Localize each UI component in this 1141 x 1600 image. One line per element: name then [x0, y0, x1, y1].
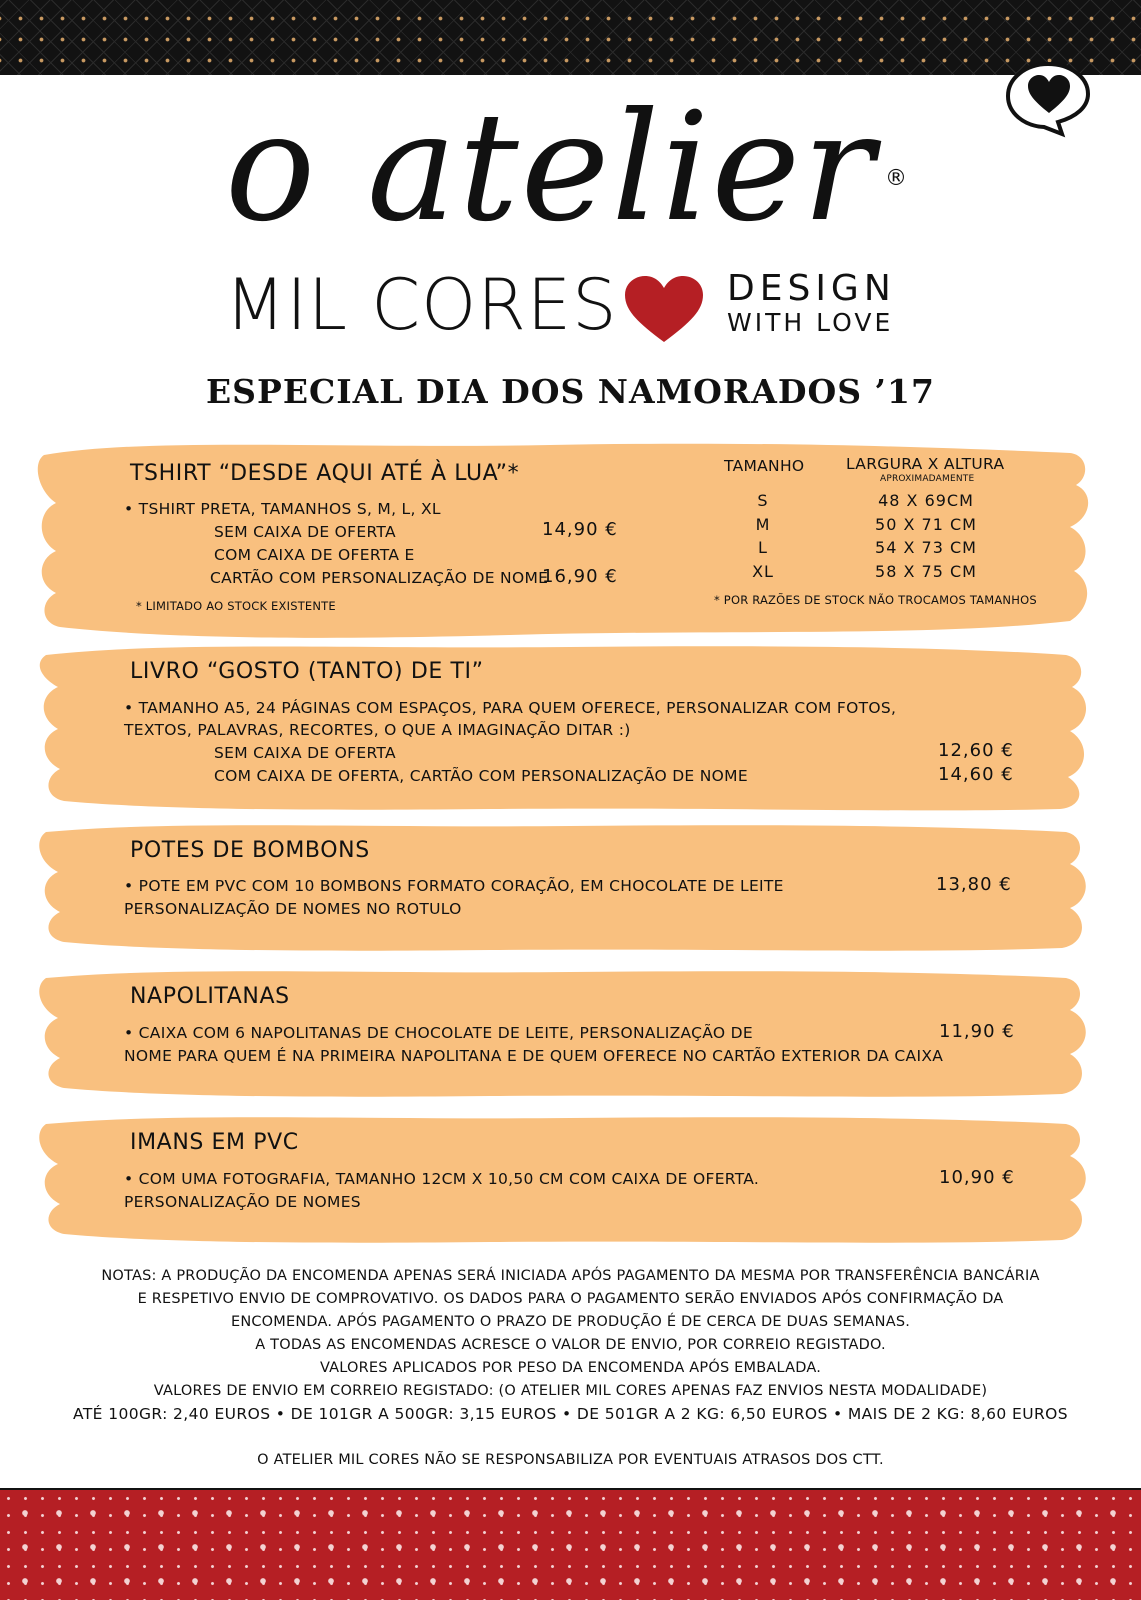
size-table-header-size: TAMANHO — [724, 457, 805, 475]
size-table-dims: 50 X 71 CM — [875, 515, 977, 534]
panel-content — [30, 441, 1111, 641]
product-title: NAPOLITANAS — [130, 984, 290, 1009]
notes-line: VALORES DE ENVIO EM CORREIO REGISTADO: (O ATELIER MIL CORES APENAS FAZ ENVIOS NESTA MODALIDADE) — [153, 1383, 988, 1399]
size-table-dims: 48 X 69CM — [878, 491, 974, 510]
notes-line: E RESPETIVO ENVIO DE COMPROVATIVO. OS DADOS PARA O PAGAMENTO SERÃO ENVIADOS APÓS CONFIRMAÇÃO DA — [137, 1291, 1004, 1307]
page-title: ESPECIAL DIA DOS NAMORADOS ’17 — [206, 372, 935, 411]
size-table-size: XL — [752, 562, 774, 581]
product-title: LIVRO “GOSTO (TANTO) DE TI” — [130, 659, 484, 684]
panel-content — [30, 643, 1111, 811]
order-notes — [0, 1265, 1141, 1426]
product-desc: • COM UMA FOTOGRAFIA, TAMANHO 12CM X 10,50 CM COM CAIXA DE OFERTA. — [124, 1170, 760, 1188]
product-desc: • TAMANHO A5, 24 PÁGINAS COM ESPAÇOS, PARA QUEM OFERECE, PERSONALIZAR COM FOTOS, — [124, 699, 897, 717]
shipping-rates-line: ATÉ 100GR: 2,40 EUROS • DE 101GR A 500GR: 3,15 EUROS • DE 501GR A 2 KG: 6,50 EUROS • MAIS DE 2 KG: 8,60 EUROS — [73, 1405, 1068, 1423]
option-label: SEM CAIXA DE OFERTA — [214, 523, 396, 541]
top-pattern-band — [0, 0, 1141, 75]
option-label: COM CAIXA DE OFERTA, CARTÃO COM PERSONALIZAÇÃO DE NOME — [214, 767, 748, 785]
option-label: COM CAIXA DE OFERTA E — [214, 546, 415, 564]
product-panel-potes — [30, 822, 1111, 952]
brand-logo-script — [225, 78, 925, 268]
option-label: CARTÃO COM PERSONALIZAÇÃO DE NOME — [210, 569, 549, 587]
brand-tagline — [727, 270, 927, 338]
product-title: TSHIRT “DESDE AQUI ATÉ À LUA”* — [130, 461, 520, 486]
registered-mark: ® — [885, 166, 907, 191]
size-table-dims: 54 X 73 CM — [875, 538, 977, 557]
notes-line: A TODAS AS ENCOMENDAS ACRESCE O VALOR DE ENVIO, POR CORREIO REGISTADO. — [255, 1337, 886, 1353]
brand-row — [225, 264, 925, 346]
size-table-size: L — [758, 538, 768, 557]
size-table-dims: 58 X 75 CM — [875, 562, 977, 581]
notes-line: ENCOMENDA. APÓS PAGAMENTO O PRAZO DE PRODUÇÃO É DE CERCA DE DUAS SEMANAS. — [230, 1314, 911, 1330]
tagline-with-love: WITH LOVE — [727, 308, 894, 337]
notes-line: VALORES APLICADOS POR PESO DA ENCOMENDA APÓS EMBALADA. — [319, 1360, 822, 1376]
price: 10,90 € — [939, 1167, 1015, 1188]
size-note: * POR RAZÕES DE STOCK NÃO TROCAMOS TAMANHOS — [714, 593, 1037, 607]
logo-script-text: o atelier — [225, 81, 876, 255]
product-panel-livro — [30, 643, 1111, 811]
product-desc: PERSONALIZAÇÃO DE NOMES NO ROTULO — [124, 900, 462, 918]
speech-bubble-heart-icon — [1004, 58, 1094, 138]
product-desc: TEXTOS, PALAVRAS, RECORTES, O QUE A IMAGINAÇÃO DITAR :) — [124, 721, 631, 739]
product-desc: • POTE EM PVC COM 10 BOMBONS FORMATO CORAÇÃO, EM CHOCOLATE DE LEITE — [124, 877, 784, 895]
brand-name: MIL CORES — [225, 264, 618, 346]
product-title: IMANS EM PVC — [130, 1130, 299, 1155]
product-panel-tshirt — [30, 441, 1111, 641]
price: 16,90 € — [542, 566, 618, 587]
product-title: POTES DE BOMBONS — [130, 838, 370, 863]
size-table-size: M — [755, 515, 771, 534]
price: 14,90 € — [542, 519, 618, 540]
bottom-pattern-band — [0, 1490, 1141, 1600]
product-panel-imans — [30, 1114, 1111, 1244]
panel-content — [30, 822, 1111, 952]
product-desc: PERSONALIZAÇÃO DE NOMES — [124, 1193, 361, 1211]
product-desc: • TSHIRT PRETA, TAMANHOS S, M, L, XL — [124, 500, 441, 518]
stock-note: * LIMITADO AO STOCK EXISTENTE — [136, 599, 336, 613]
heart-icon — [623, 274, 705, 344]
panel-content — [30, 968, 1111, 1098]
price: 12,60 € — [938, 740, 1014, 761]
size-table-header-dims: LARGURA X ALTURA — [846, 455, 1005, 473]
tagline-design: DESIGN — [727, 268, 896, 309]
product-panel-napolitanas — [30, 968, 1111, 1098]
product-desc: • CAIXA COM 6 NAPOLITANAS DE CHOCOLATE DE LEITE, PERSONALIZAÇÃO DE — [124, 1024, 753, 1042]
price: 11,90 € — [939, 1021, 1015, 1042]
product-desc: NOME PARA QUEM É NA PRIMEIRA NAPOLITANA E DE QUEM OFERECE NO CARTÃO EXTERIOR DA CAIXA — [124, 1047, 944, 1065]
disclaimer: O ATELIER MIL CORES NÃO SE RESPONSABILIZA POR EVENTUAIS ATRASOS DOS CTT. — [257, 1452, 884, 1468]
panel-content — [30, 1114, 1111, 1244]
option-label: SEM CAIXA DE OFERTA — [214, 744, 396, 762]
price: 13,80 € — [936, 874, 1012, 895]
notes-line: NOTAS: A PRODUÇÃO DA ENCOMENDA APENAS SERÁ INICIADA APÓS PAGAMENTO DA MESMA POR TRANSFERÊNCIA BANCÁRIA — [101, 1268, 1040, 1284]
size-table-size: S — [757, 491, 769, 510]
price: 14,60 € — [938, 764, 1014, 785]
size-table-header-sub: APROXIMADAMENTE — [880, 474, 975, 484]
